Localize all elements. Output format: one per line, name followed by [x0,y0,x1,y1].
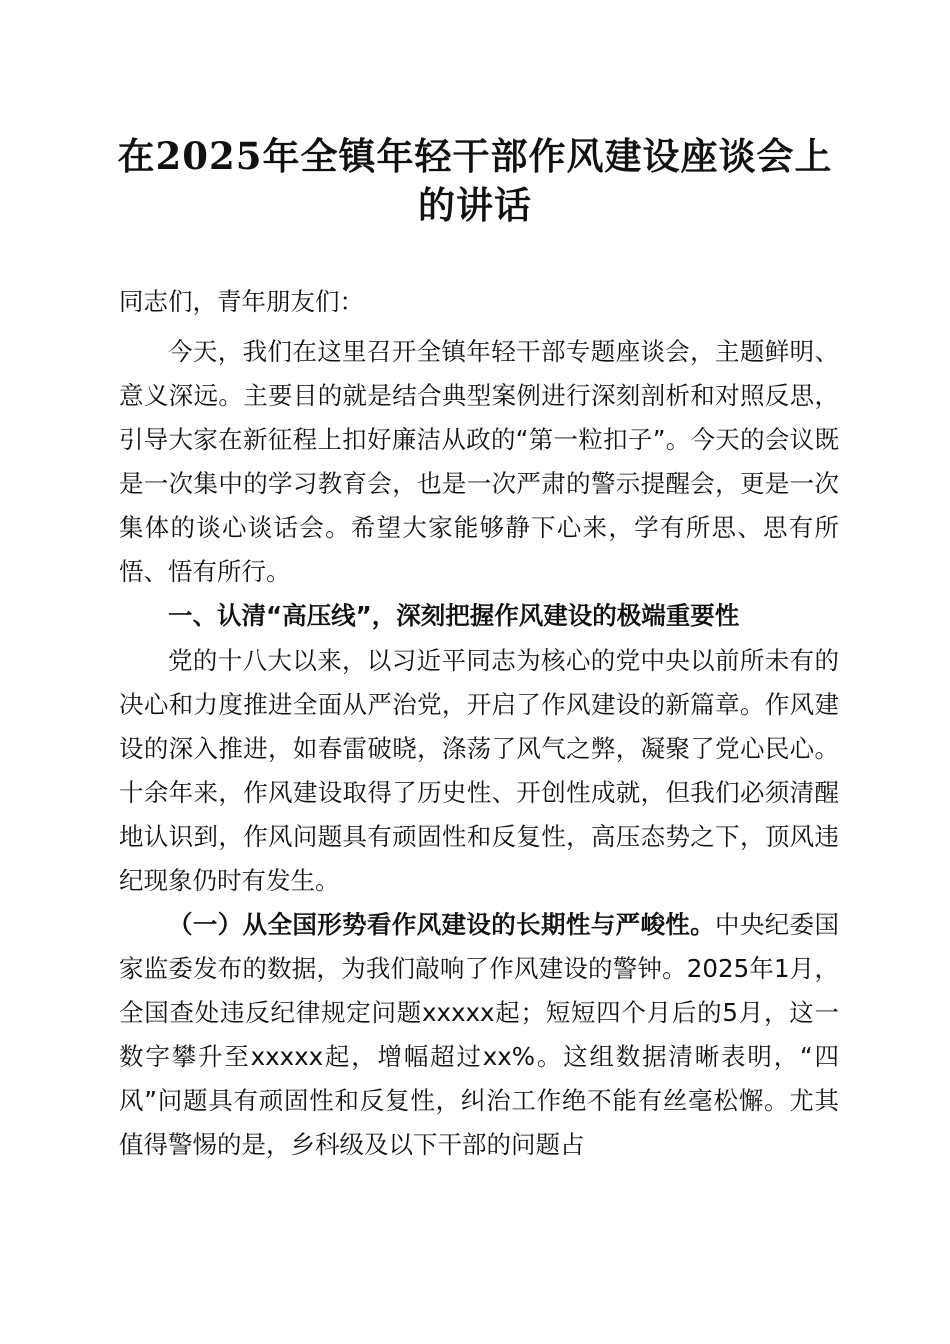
document-body [119,280,839,1167]
document-title: 在2025年全镇年轻干部作风建设座谈会上的讲话 [117,134,833,227]
section-paragraph: 党的十八大以来，以习近平同志为核心的党中央以前所未有的决心和力度推进全面从严治党，开启了作风建设的新篇章。作风建设的深入推进，如春雷破晓，涤荡了风气之弊，凝聚了党心民心。十余年来，作风建设取得了历史性、开创性成就，但我们必须清醒地认识到，作风问题具有顽固性和反复性，高压态势之下，顶风违纪现象仍时有发生。 [119,646,839,895]
subsection-text: 中央纪委国家监委发布的数据，为我们敲响了作风建设的警钟。2025年1月，全国查处违反纪律规定问题xxxxx起；短短四个月后的5月，这一数字攀升至xxxxx起，增幅超过xx%。这组数据清晰表明，“四风”问题具有顽固性和反复性，纠治工作绝不能有丝毫松懈。尤其值得警惕的是，乡科级及以下干部的问题占 [119,910,840,1159]
section-heading: 一、认清“高压线”，深刻把握作风建设的极端重要性 [168,601,740,630]
intro-paragraph: 今天，我们在这里召开全镇年轻干部专题座谈会，主题鲜明、意义深远。主要目的就是结合典型案例进行深刻剖析和对照反思，引导大家在新征程上扣好廉洁从政的“第一粒扣子”。今天的会议既是一次集中的学习教育会，也是一次严肃的警示提醒会，更是一次集体的谈心谈话会。希望大家能够静下心来，学有所思、思有所悟、悟有所行。 [119,337,839,586]
subsection-paragraph [119,903,839,1167]
subsection-heading: （一）从全国形势看作风建设的长期性与严峻性。 [168,910,716,939]
salutation: 同志们，青年朋友们： [119,287,364,316]
